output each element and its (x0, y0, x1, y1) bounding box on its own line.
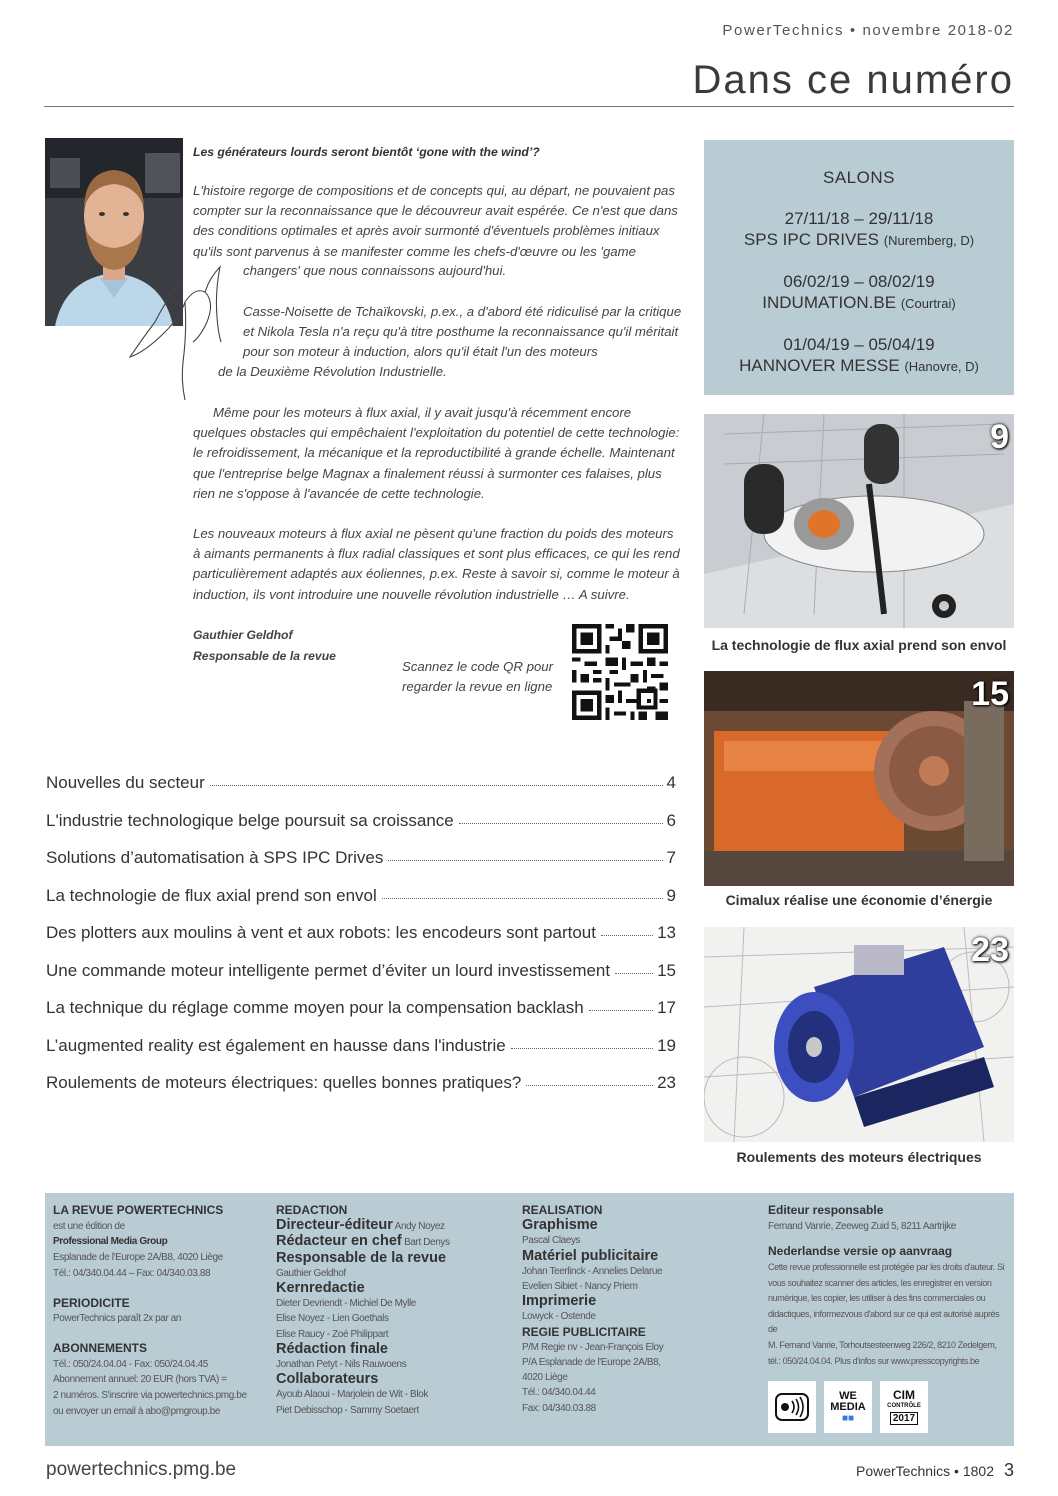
page-footer (856, 1460, 1014, 1481)
colophon-column-redaction: REDACTION Directeur-éditeur Andy Noyez Rédacteur en chef Bart Denys Responsable de la revue Gauthier Geldhof Kernredactie Dieter Devriendt - Michiel De Mylle Elise Noyez - Lien Goethals Elise Raucy - Zoé Philippart Rédaction finale Jonathan Petyt - Nils Rauwoens Collaborateurs Ayoub Alaoui - Marjolein de Wit - Blok Piet Debisschop - Sammy Soetaert (276, 1203, 450, 1416)
editorial-paragraph-4: Les nouveaux moteurs à flux axial ne pèsent qu'une fraction du poids des moteurs à aimants permanents à flux radial classiques et sont plus efficaces, ce qui les rend particulièrement adaptés aux éoliennes, p.ex. Reste à savoir si, comme le moteur à induction, ils vont introduire une nouvelle révolution industrielle … A suivre. (193, 526, 680, 602)
salon-location: (Courtrai) (900, 296, 956, 311)
editorial-paragraph-2-end: de la Deuxième Révolution Industrielle. (218, 364, 447, 379)
qr-instruction: Scannez le code QR pour regarder la revue en ligne (402, 659, 554, 695)
audit-logo (768, 1381, 816, 1433)
website-link[interactable]: powertechnics.pmg.be (46, 1459, 237, 1480)
colophon-column-realisation: REALISATION Graphisme Pascal Claeys Matériel publicitaire Johan Teerlinck - Annelies Delarue Evelien Sibiet - Nancy Priem Imprimerie Lowyck - Ostende REGIE PUBLICITAIRE P/M Regie nv - Jean-François Eloy P/A Esplanade de l'Europe 2A/B8, 4020 Liège Tél.: 04/340.04.44 Fax: 04/340.03.88 (522, 1203, 664, 1414)
colophon-box (45, 1193, 1014, 1446)
colophon-column-publication: LA REVUE POWERTECHNICS est une édition de Professional Media Group Esplanade de l'Europe 2A/B8, 4020 Liège Tél.: 04/340.04.44 – Fax: 04/340.03.88 PERIODICITE PowerTechnics paraît 2x par an ABONNEMENTS Tél.: 050/24.04.04 - Fax: 050/24.04.45 Abonnement annuel: 20 EUR (hors TVA) = 2 numéros. S'inscrire via powertechnics.pmg.be ou envoyer un email à abo@pmgroup.be (53, 1203, 247, 1417)
feature-page-number: 9 (990, 418, 1009, 456)
feature-image-motor-bearings[interactable] (704, 927, 1014, 1142)
issue-line: PowerTechnics • novembre 2018-02 (722, 22, 1014, 39)
we-media-mark: ■■ (841, 1412, 855, 1424)
salon-name: SPS IPC DRIVES (743, 230, 880, 249)
salons-box (704, 140, 1014, 395)
toc-item[interactable]: Une commande moteur intelligente permet d’éviter un lourd investissement 15 (46, 961, 676, 980)
editorial-heading: Les générateurs lourds seront bientôt ‘gone with the wind’? (193, 145, 540, 159)
salon-name: HANNOVER MESSE (739, 356, 900, 375)
toc-item[interactable]: L’augmented reality est également en hausse dans l'industrie 19 (46, 1036, 676, 1055)
feature-caption: Cimalux réalise une économie d’énergie (725, 892, 993, 908)
publication-label: PowerTechnics • 1802 (856, 1463, 994, 1479)
salon-dates: 01/04/19 – 05/04/19 (783, 335, 935, 354)
feature-caption: La technologie de flux axial prend son envol (711, 637, 1007, 653)
editorial-author: Gauthier Geldhof (193, 628, 293, 642)
header-divider (44, 106, 1014, 107)
toc-item[interactable]: Des plotters aux moulins à vent et aux robots: les encodeurs sont partout 13 (46, 923, 676, 942)
editorial-paragraph-2: Casse-Noisette de Tchaïkovski, p.ex., a d'abord été ridiculisé par la critique et Nikola Tesla n'a reçu qu'à titre posthume la reconnaissance qu'il méritait pour son moteur à induction, alors qu'il était l'un des moteurs (243, 304, 682, 360)
salon-dates: 27/11/18 – 29/11/18 (784, 209, 934, 228)
toc-item[interactable]: L'industrie technologique belge poursuit sa croissance 6 (46, 811, 676, 830)
page-title: Dans ce numéro (692, 58, 1014, 102)
feature-page-number: 23 (971, 931, 1009, 969)
toc-item[interactable]: La technologie de flux axial prend son envol 9 (46, 886, 676, 905)
editorial-paragraph-3: Même pour les moteurs à flux axial, il y avait jusqu'à récemment encore quelques obstacles qui empêchaient l'exploitation du potentiel de cette technologie: le refroidissement, la mécanique et la reproductibilité à grande échelle. Maintenant que l'entreprise belge Magnax a finalement réussi à surmonter ces falaises, plus rien ne s'oppose à l'avancée de cette technologie. (193, 405, 680, 501)
page-number: 3 (1003, 1460, 1014, 1480)
cim-logo: CIM CONTRÔLE 2017 (880, 1381, 928, 1433)
feature-image-cimalux[interactable] (704, 671, 1014, 886)
qr-code[interactable] (568, 620, 672, 724)
toc-item[interactable]: Solutions d’automatisation à SPS IPC Drives 7 (46, 848, 676, 867)
toc-item[interactable]: Nouvelles du secteur 4 (46, 773, 676, 792)
salon-dates: 06/02/19 – 08/02/19 (783, 272, 935, 291)
feature-page-number: 15 (971, 675, 1009, 713)
salons-title: SALONS (823, 168, 895, 187)
we-media-logo: WE MEDIA ■■ (824, 1381, 872, 1433)
salon-event (704, 334, 1014, 377)
colophon-column-publisher: Editeur responsable Fernand Vanrie, Zeeweg Zuid 5, 8211 Aartrijke Nederlandse versie op aanvraag Cette revue professionnelle est protégée par les droits d'auteur. Si vous souhaitez scanner des articles, les enregistrer en version numérique, les copier, les utiliser à des fins commerciales ou didactiques, informezvous d'abord sur ce qui est autorisé auprès de M. Fernand Vanrie, Torhoutsesteenweg 226/2, 8210 Zedelgem, tél.: 050/24.04.04. Plus d'infos sur www.presscopyrights.be (768, 1203, 1005, 1366)
toc-item[interactable]: Roulements de moteurs électriques: quelles bonnes pratiques? 23 (46, 1073, 676, 1092)
editorial-paragraph-1: L'histoire regorge de compositions et de concepts qui, au départ, ne pouvaient pas compter sur la reconnaissance que le découvreur avait espérée. Ce n'est que dans des conditions optimales et après avoir surmonté d'éventuels problèmes initiaux qu'ils sont parvenus à se manifester comme les chefs-d'œuvre ou les 'game (193, 183, 678, 259)
audit-icon (774, 1392, 810, 1422)
salon-name: INDUMATION.BE (762, 293, 897, 312)
partner-logos (768, 1381, 928, 1433)
salon-location: (Nuremberg, D) (883, 233, 975, 248)
salon-event (704, 208, 1014, 251)
editorial-author-role: Responsable de la revue (193, 649, 336, 663)
feature-caption: Roulements des moteurs électriques (736, 1149, 982, 1165)
feature-image-axial-flux[interactable] (704, 414, 1014, 628)
salon-event (704, 271, 1014, 314)
salon-location: (Hanovre, D) (904, 359, 979, 374)
toc-item[interactable]: La technique du réglage comme moyen pour la compensation backlash 17 (46, 998, 676, 1017)
editorial-paragraph-1-end: changers' que nous connaissons aujourd'hui. (243, 263, 507, 278)
